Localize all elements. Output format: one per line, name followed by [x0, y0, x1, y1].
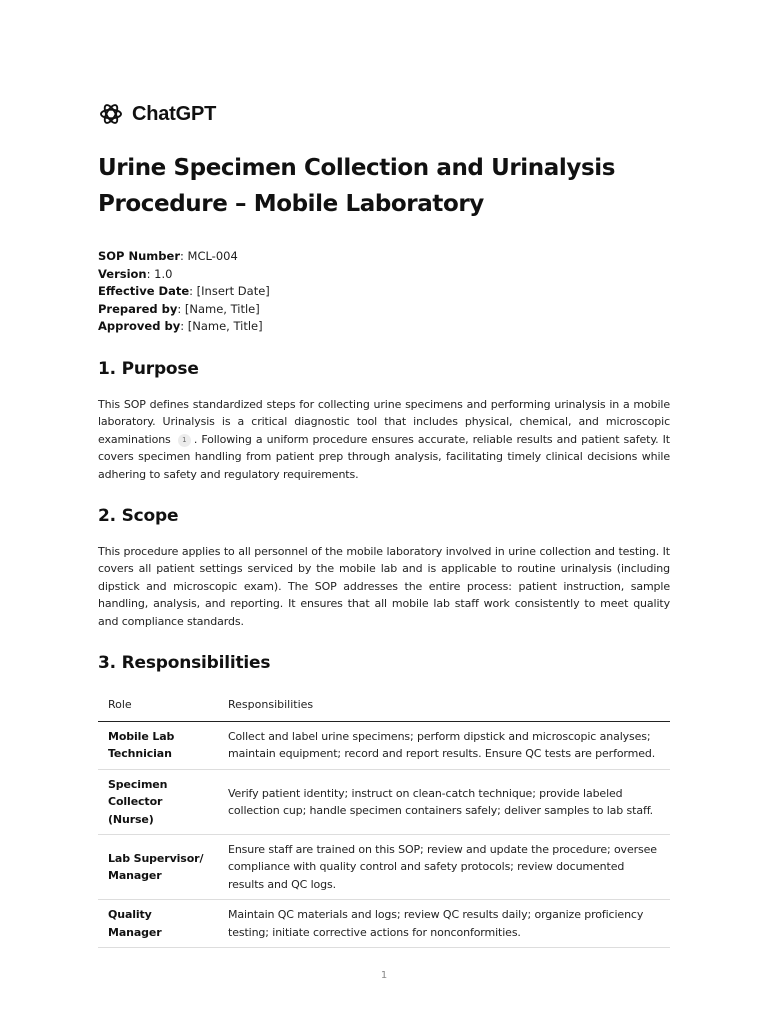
responsibility-cell: Verify patient identity; instruct on clean-catch technique; provide labeled collection cup; handle specimen containers safely; deliver samples to lab staff.: [218, 769, 670, 834]
openai-logo-icon: [98, 101, 124, 127]
table-row: [98, 769, 670, 834]
responsibility-cell: Collect and label urine specimens; perform dipstick and microscopic analyses; maintain equipment; record and report results. Ensure QC tests are performed.: [218, 722, 670, 770]
column-header-responsibilities: Responsibilities: [218, 690, 670, 722]
brand-header: [98, 100, 670, 128]
role-cell: Quality Manager: [98, 900, 218, 948]
meta-version: Version: 1.0: [98, 266, 173, 281]
document-content: [98, 100, 670, 948]
purpose-paragraph: This SOP defines standardized steps for collecting urine specimens and performing urinalysis in a mobile laboratory. Urinalysis is a critical diagnostic tool that includes physical, chemical, and microscopic examinations 1 . Following a uniform procedure ensures accurate, reliable results and patient safety. It covers specimen handling from patient prep through analysis, facilitating timely clinical decisions while adhering to safety and regulatory requirements.: [98, 397, 670, 481]
table-row: [98, 835, 670, 900]
role-cell: Mobile Lab Technician: [98, 722, 218, 770]
table-row: [98, 722, 670, 770]
meta-prepared-by: Prepared by: [Name, Title]: [98, 301, 260, 316]
section-heading-responsibilities: 3. Responsibilities: [98, 653, 271, 674]
table-header-row: [98, 690, 670, 722]
role-cell: Specimen Collector (Nurse): [98, 769, 218, 834]
meta-sop-number: SOP Number: MCL-004: [98, 249, 238, 263]
document-title: Urine Specimen Collection and Urinalysis Procedure – Mobile Laboratory: [98, 155, 616, 217]
page-number: 1: [380, 970, 388, 981]
section-heading-scope: 2. Scope: [98, 506, 179, 526]
scope-paragraph: This procedure applies to all personnel of the mobile laboratory involved in urine collection and testing. It covers all patient settings serviced by the mobile lab and is applicable to routine urinalysis (including dipstick and microscopic exam). The SOP addresses the entire process: patient instruction, sample handling, analysis, and reporting. It ensures that all mobile lab staff work consistently to meet quality and compliance standards.: [98, 545, 670, 628]
responsibility-cell: Ensure staff are trained on this SOP; review and update the procedure; oversee compliance with quality control and safety protocols; review documented results and QC logs.: [218, 835, 670, 900]
citation-badge[interactable]: 1: [178, 434, 191, 447]
meta-effective-date: Effective Date: [Insert Date]: [98, 284, 270, 299]
brand-name: ChatGPT: [132, 102, 217, 125]
table-row: [98, 900, 670, 948]
section-heading-purpose: 1. Purpose: [98, 358, 199, 379]
column-header-role: Role: [98, 690, 218, 722]
responsibilities-table: [98, 690, 670, 948]
meta-approved-by: Approved by: [Name, Title]: [98, 319, 263, 334]
responsibility-cell: Maintain QC materials and logs; review QC results daily; organize proficiency testing; initiate corrective actions for nonconformities.: [218, 900, 670, 948]
document-metadata: [98, 248, 670, 336]
role-cell: Lab Supervisor/ Manager: [98, 835, 218, 900]
